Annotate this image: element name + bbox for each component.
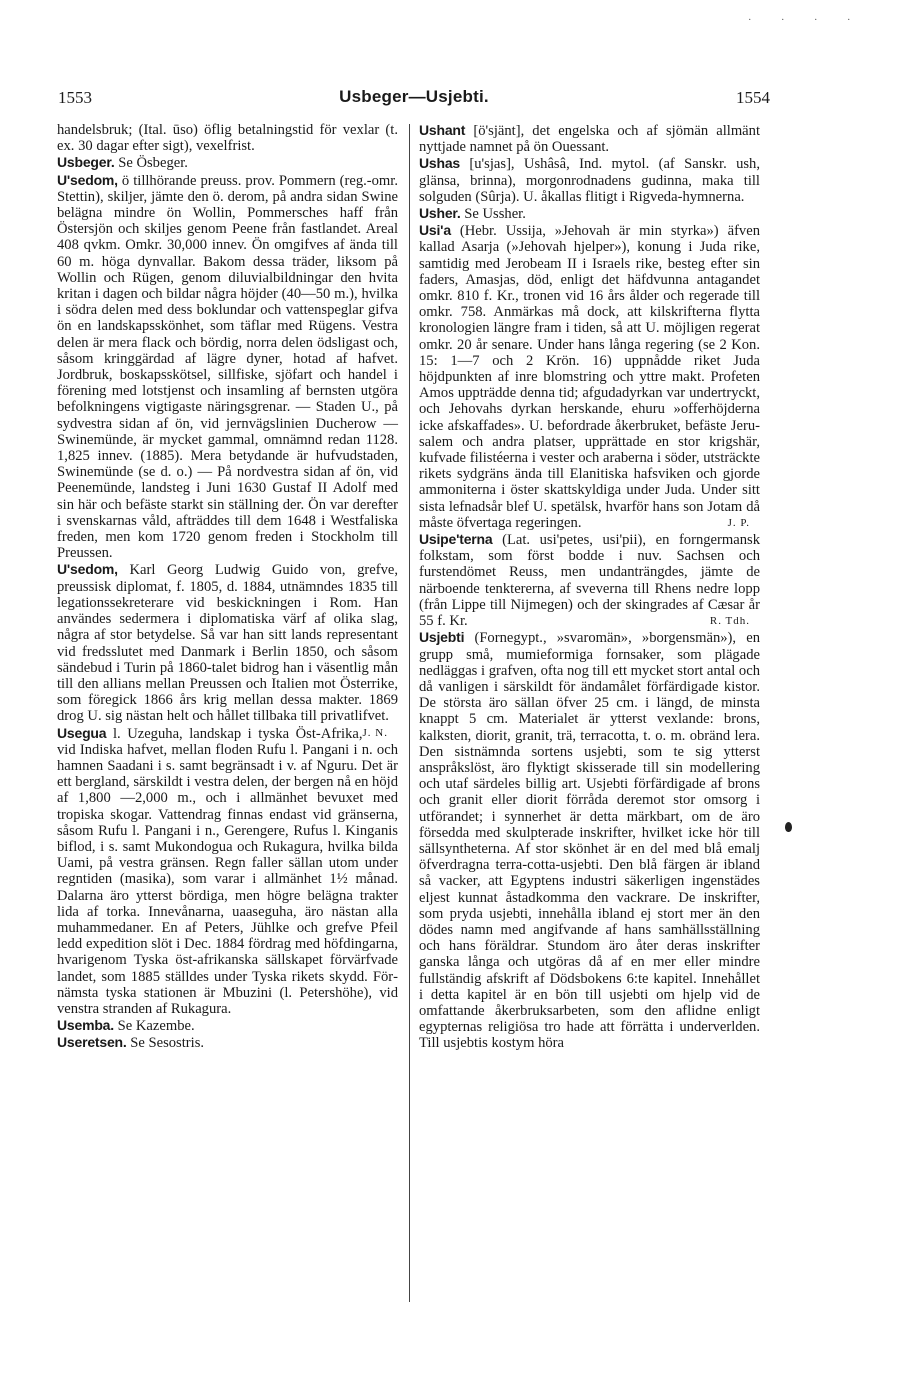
- entry-text: Se Sesostris.: [130, 1035, 205, 1052]
- entry-headword: Usbeger.: [57, 154, 115, 171]
- page-number-right: 1554: [736, 88, 770, 107]
- entry-text: [u'sjas], Ushâsâ, Ind. mytol. (af Sanskr. ush, glänsa, brinna), morgonrodnadens gudinna, maka till solguden (Sûrja). U. åkallas flitigt i Rigveda-hymnerna.: [419, 156, 760, 205]
- top-margin-dots: . . . .: [748, 12, 864, 23]
- author-signature: J. P.: [727, 516, 750, 529]
- margin-bullet-icon: [785, 822, 792, 832]
- entry-headword: Usi'a: [419, 222, 451, 239]
- dictionary-entry: [57, 1034, 398, 1051]
- dictionary-entry: [419, 155, 760, 205]
- entry-text: (Lat. usi'petes, usi'pii), en forngermansk folkstam, som först bodde i nuv. Sachsen och furstendömet Reuss, men undanträngdes, jämte de närboende tenktererna, af sveverna till Rhens nedre lopp (från Lippe till Nijmegen) och der skingrades af Cæsar år 55 f. Kr.: [419, 532, 760, 630]
- entry-text: Se Ussher.: [464, 206, 526, 223]
- entry-text: ö tillhörande preuss. prov. Pommern (reg.-omr. Stettin), skiljer, jämte den ö. derom, på andra sidan Swine belägna mindre ön Wollin, Pommersches haff från Östersjön och skiljes genom Peene från fastlandet. Areal 408 qvkm. Omkr. 30,000 innev. Ön omgifves af ända till 60 m. höga dynvallar. Bakom dessa träder, liksom på Wollin och Rügen, genom diluvialbildningar den hvita kritan i dagen och bildar några höjder (40—50 m.), hvilka i södra delen med dess boklundar och vattenspeglar gifva ön en landskapsskönhet, som täflar med Rügens. Vestra delen är mera flack och bördig, norra delen ödsligast och, såsom kringgärdad af lägre dyner, hotad af hafvet. Jordbruk, boskapsskötsel, sillfiske, sjöfart och handel i förening med lotstjenst och insamling af bernsten utgöra befolkningens vigtigaste näringsgrenar. — Staden U., på sydvestra sidan af ön, vid jernvägslinien Ducherow —Swinemünde, är mycket gammal, omnämnd redan 1128. 1,825 innev. (1885). Mera betydande är hufvudstaden, Swinemünde (se d. o.) — På nordvestra sidan af ön, vid Peenemünde, landsteg i Juni 1630 Gustaf II Adolf med sin här och befäste starkt sin ställning der. Ön var derefter i svenskarnas våld, afträddes till dem 1648 i Westfaliska freden, men kom 1720 genom freden i Stockholm till Preussen.: [57, 172, 398, 562]
- entry-text: (Fornegypt., »svaromän», »borgensmän»), en grupp små, mumieformiga fornsaker, som plägade nedläggas i grafven, ofta nog till ett mycket stort antal och då vanligen i särskildt för ändamålet förfärdigade kistor. De största äro sällan öfver 25 cm. i längd, de minsta knappt 5 cm. Materialet är ytterst vexlande: brons, kalksten, diorit, granit, trä, terracotta, t. o. m. obränd lera. Den sistnämnda sortens usjebti, som te sig ytterst anspråkslöst, äro flyktigt skisserade till sin modellering och utaf särdeles billig art. Usjebti förfärdigade af brons och granit eller diorit förråda deremot stor omsorg i utförandet; i synnerhet är detta märkbart, om de äro försedda med skulpterade inskrifter, hvilket icke hör till sällsyntheterna. Af stor skönhet är en del med blå emalj öfverdragna terra-cotta-usjebti. Den blå färgen är ibland så vacker, att Egyptens industri säkerligen ingenstädes eljest kunnat åstadkomma den vackrare. De inskrifter, som pryda usjebti, innehålla ibland ej stort mer än den dödes namn med angifvande af hans samhällsställning och hans föräldrar. Stundom äro åter deras inskrifter ganska långa och utgöras då af en mer eller mindre fullständig afskrift af Dödsbokens 6:te kapitel. Innehållet i detta kapitel är en bön till usjebti om hjelp vid de omfattande åkerbruksarbeten, som den aflidne enligt egypternas religiösa tro hade att förrätta i underverlden. Till usjebtis kostym höra: [419, 630, 761, 1052]
- author-signature: R. Tdh.: [709, 615, 750, 628]
- page-header: [58, 84, 770, 110]
- dictionary-entry: [419, 629, 760, 1051]
- dictionary-entry: [419, 122, 760, 155]
- entry-text: Se Kazembe.: [117, 1018, 195, 1035]
- dictionary-entry: [57, 1017, 398, 1034]
- entry-text: [ö'sjänt], det engelska och af sjömän allmänt nyttjade namnet på ön Ouessant.: [419, 123, 761, 156]
- left-column: [57, 122, 398, 1052]
- author-signature: J. N.: [362, 726, 388, 739]
- entry-headword: Usjebti: [419, 629, 465, 646]
- dictionary-entry: [57, 172, 398, 562]
- running-title: Usbeger—Usjebti.: [339, 87, 489, 106]
- entry-text: Karl Georg Ludwig Guido von, grefve, preussisk diplomat, f. 1805, d. 1884, utnämndes 1835 till legationssekreterare vid beskickningen i Rom. Han användes sedermera i diplomatiska värf af olika slag, några af stor betydelse. Så var han sitt lands representant vid fredsslutet med Danmark i Berlin 1850, och såsom sändebud i Turin på 1860-talet bidrog han i väsentlig mån till den allians mellan Preussen och Italien mot Österrike, som föregick 1866 års krig mellan dessa makter. 1869 drog U. sig nästan helt och hållet tillbaka till privatlifvet.: [57, 562, 398, 725]
- entry-headword: Ushas: [419, 155, 461, 172]
- dictionary-entry: [419, 531, 760, 629]
- entry-headword: Usipe'terna: [419, 531, 493, 548]
- dictionary-entry: [57, 725, 398, 1018]
- column-divider: [409, 124, 410, 1302]
- right-column: [419, 122, 760, 1052]
- dictionary-entry: [419, 205, 760, 222]
- entry-headword: Ushant: [419, 122, 466, 138]
- entry-headword: Useretsen.: [57, 1034, 127, 1051]
- dictionary-entry: [57, 122, 398, 154]
- dictionary-entry: [57, 154, 398, 171]
- page-number-left: 1553: [58, 88, 92, 107]
- entry-text: Se Ösbeger.: [118, 155, 188, 172]
- entry-text: handelsbruk; (Ital. ūso) öflig betalningstid för vexlar (t. ex. 30 dagar efter sigt), vexelfrist.: [57, 122, 398, 155]
- entry-headword: Usegua: [57, 724, 107, 741]
- entry-headword: U'sedom,: [57, 171, 118, 188]
- entry-headword: U'sedom,: [57, 561, 118, 578]
- entry-headword: Usher.: [419, 205, 461, 222]
- entry-text: l. Uzeguha, landskap i tyska Öst-Afrika, vid Indiska hafvet, mellan floden Rufu l. Pangani i n. och hamnen Saadani i s. samt begränsadt i v. af Nguru. Det är ett bergland, särskildt i vestra delen, der bergen nå en höjd af 1,800 —2,000 m., och i allmänhet bevuxet med tropiska skogar. Vattendrag finnas endast vid gränserna, såsom Rufu l. Pangani i n., Gerengere, Rufus l. Kinganis biflod, i s. samt Mukondogua och Rukagura, hvilka bilda Uami, på vestra gränsen. Regn faller sällan utom under regntiden (masika), som varar i allmänhet 1½ månad. Dalarna äro ytterst bördiga, men högre belägna trakter lida af torka. Innevånarna, uaaseguha, äro nästan alla muhammedaner. En af Peters, Jühlke och grefve Pfeil ledd expedition slöt i Dec. 1884 fördrag med höfdingarna, hvarigenom Tyska öst-afrikanska sällskapet förvärfvade landet, som 1885 ställdes under Tyska rikets skydd. Förnämsta tyska stationen är Mbuzini (l. Petershöhe), vid venstra stranden af Rukagura.: [57, 725, 398, 1017]
- dictionary-entry: [419, 222, 760, 531]
- entry-text: (Hebr. Ussija, »Jehovah är min styrka») äfven kallad Asarja (»Jehovah hjelper»), konung i Juda rike, samtidig med Jerobeam II i Israels rike, besteg efter sin faders, Amasjas, död, enligt det häfdvunna antagandet omkr. 810 f. Kr., tronen vid 16 års ålder och regerade till omkr. 758. Anmärkas må dock, att kilskrifterna flytta kronologien längre fram i tiden, så att U. möjligen regerat omkr. 20 år senare. Under hans långa regering (se 2 Kon. 15: 1—7 och 2 Krön. 16) uppnådde riket Juda höjdpunkten af inre blomstring och yttre makt. Profeten Amos uppträdde denna tid; afgudadyrkan var undertryckt, och Jehovahs dyrkan herskande, ehuru »offerhöjderna icke afskaffades». U. befordrade åkerbruket, befäste Jerusalem och andra platser, upprättade en stor krigshär, kufvade filistéerna i vester och araberna i söder, utsträckte rikets sydgräns ända till Elanitiska hafsviken och gjorde ammoniterna i öster skattskyldiga under Juda. Under sitt sista lefnadsår blef U. spetälsk, hvarför hans son Jotam då måste öfvertaga regeringen.: [419, 223, 760, 531]
- entry-headword: Usemba.: [57, 1017, 114, 1034]
